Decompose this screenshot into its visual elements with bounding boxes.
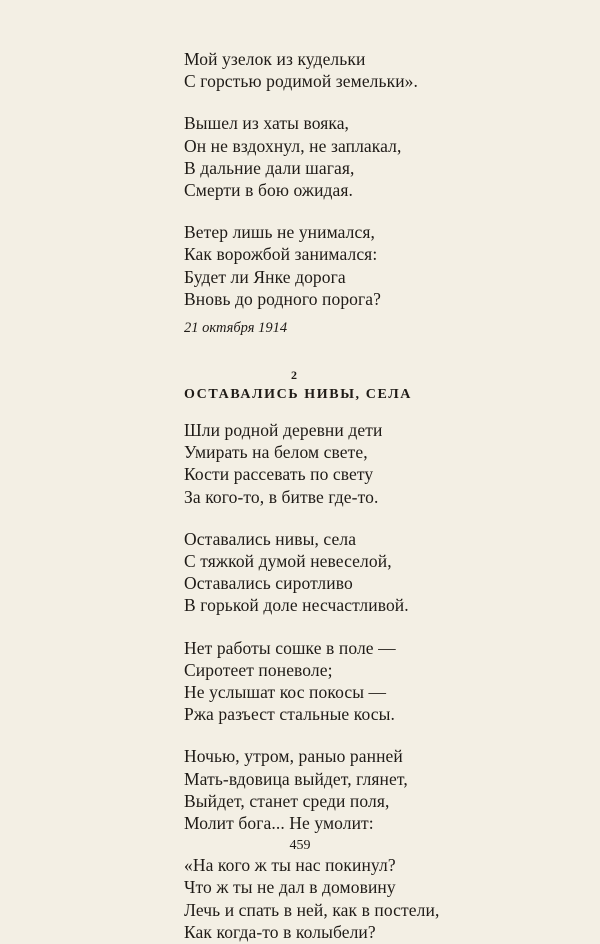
verse-line: Будет ли Янке дорога (184, 266, 346, 287)
verse-line: В дальние дали шагая, (184, 157, 355, 178)
verse-line: Сиротеет поневоле; (184, 659, 333, 680)
verse-line: Мой узелок из кудельки (184, 49, 366, 69)
verse-line: Как когда-то в колыбели? (184, 921, 376, 942)
stanza (184, 854, 564, 943)
verse-line: Оставались сиротливо (184, 573, 353, 594)
verse-line: В горькой доле несчастливой. (184, 595, 409, 616)
poem-title: ОСТАВАЛИСЬ НИВЫ, СЕЛА (184, 387, 412, 403)
poem-number: 2 (291, 368, 297, 383)
verse-line: Молит бога... Не умолит: (184, 813, 374, 834)
verse-line: Оставались нивы, села (184, 528, 357, 549)
verse-line: «На кого ж ты нас покинул? (184, 855, 396, 876)
stanza (184, 221, 564, 310)
verse-line: Нет работы сошке в поле — (184, 637, 396, 658)
verse-line: Умирать на белом свете, (184, 442, 368, 463)
verse-line: Мать-вдовица выйдет, глянет, (184, 768, 408, 789)
poem-2 (184, 368, 564, 943)
verse-line: С горстью родимой земельки». (184, 71, 418, 92)
verse-line: Смерти в бою ожидая. (184, 180, 354, 201)
poem-date: 21 октября 1914 (184, 320, 288, 337)
verse-line: Кости рассевать по свету (184, 464, 374, 485)
poem-text (184, 48, 564, 943)
verse-line: За кого-то, в битве где-то. (184, 486, 379, 507)
verse-line: Ночью, утром, раныо ранней (184, 746, 403, 767)
verse-line: Лечь и спать в ней, как в постели, (184, 899, 440, 920)
poem-1 (184, 48, 564, 338)
stanza (184, 745, 564, 834)
verse-line: С тяжкой думой невеселой, (184, 551, 392, 572)
verse-line: Что ж ты не дал в домовину (184, 877, 396, 898)
verse-line: Не услышат кос покосы — (184, 682, 387, 703)
verse-line: Шли родной деревни дети (184, 420, 383, 441)
stanza (184, 48, 564, 92)
verse-line: Вновь до родного порога? (184, 288, 382, 309)
stanza (184, 637, 564, 726)
stanza (184, 528, 564, 617)
verse-line: Как ворожбой занимался: (184, 244, 378, 265)
page-number: 459 (289, 838, 311, 853)
verse-line: Он не вздохнул, не заплакал, (184, 135, 402, 156)
stanza (184, 419, 564, 508)
verse-line: Вышел из хаты вояка, (184, 113, 350, 134)
verse-line: Выйдет, станет среди поля, (184, 790, 390, 811)
stanza (184, 112, 564, 201)
verse-line: Ветер лишь не унимался, (184, 222, 375, 243)
verse-line: Ржа разъест стальные косы. (184, 704, 395, 725)
